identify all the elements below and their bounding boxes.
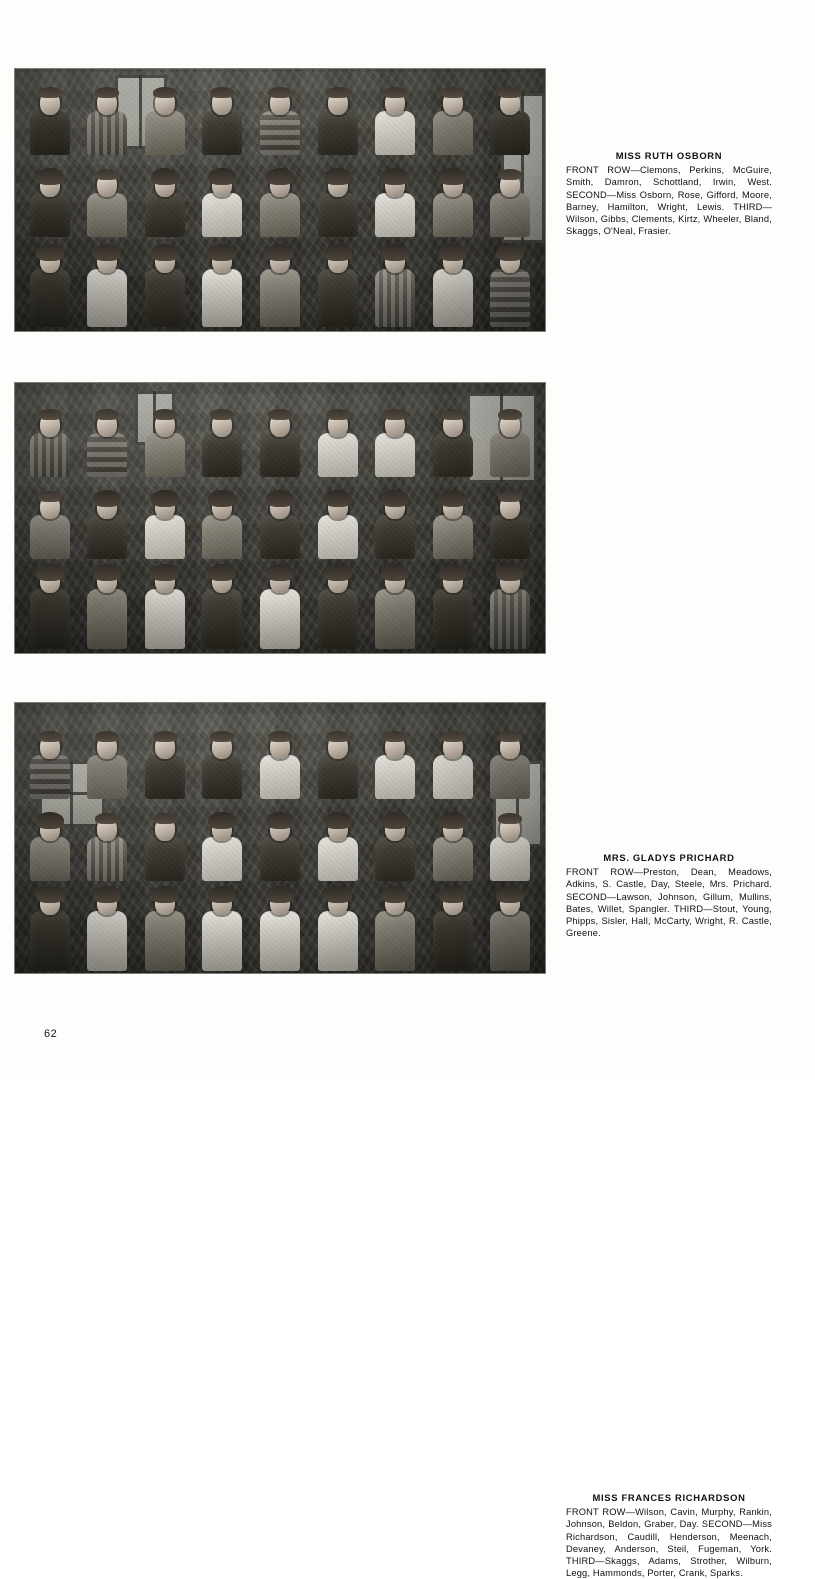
student-roster-osborn: FRONT ROW—Clemons, Perkins, McGuire, Smith, Damron, Schottland, Irwin, West. SECOND—Miss Osborn, Rose, Gifford, Moore, Barney, Hamilton, Wright, Lewis. THIRD—Wilson, Gibbs, Clements, Kirtz, Wheeler, Bland, Skaggs, O'Neal, Frasier. [566,165,772,237]
person [21,91,79,155]
person [424,891,482,971]
person [366,817,424,881]
person [309,413,367,477]
person [424,495,482,559]
caption-osborn [566,150,772,237]
class-group-osborn [14,68,800,332]
person [482,817,540,881]
photo-row-second [15,805,545,881]
person [79,817,137,881]
person [251,173,309,237]
person [366,495,424,559]
person [136,891,194,971]
person [424,249,482,327]
person [21,891,79,971]
person [194,249,252,327]
person [194,569,252,649]
caption-richardson [566,1492,772,1579]
person [194,173,252,237]
person [21,495,79,559]
person [482,413,540,477]
person [79,735,137,799]
page-number: 62 [44,1028,58,1040]
person [21,735,79,799]
person [251,91,309,155]
student-roster-prichard: FRONT ROW—Preston, Dean, Meadows, Adkins, S. Castle, Day, Steele, Mrs. Prichard. SECOND—Lawson, Johnson, Gillum, Mullins, Bates, Willet, Spangler. THIRD—Stout, Young, Phipps, Sisler, Hall, McCarty, Wright, R. Castle, Greene. [566,867,772,939]
person [194,495,252,559]
person [482,569,540,649]
person [251,413,309,477]
person [309,569,367,649]
person [309,891,367,971]
person [366,413,424,477]
teacher-name-prichard: MRS. GLADYS PRICHARD [603,852,735,863]
person [21,173,79,237]
photo-row-front [15,885,545,971]
person [79,173,137,237]
person [251,495,309,559]
person [136,413,194,477]
person [21,817,79,881]
person [366,891,424,971]
person [79,891,137,971]
person [424,413,482,477]
person [194,891,252,971]
person [366,569,424,649]
photo-row-third [15,727,545,799]
person [194,91,252,155]
person [136,173,194,237]
person [482,495,540,559]
person [251,735,309,799]
person [482,91,540,155]
photo-row-second [15,161,545,237]
person [366,735,424,799]
person [366,173,424,237]
photo-row-third [15,85,545,155]
class-group-prichard [14,382,800,939]
person [194,817,252,881]
person [136,495,194,559]
class-photo-richardson [14,702,546,974]
person [79,413,137,477]
person [136,735,194,799]
person [482,249,540,327]
person [424,91,482,155]
person [366,249,424,327]
person [251,569,309,649]
person [424,735,482,799]
photo-row-front [15,563,545,649]
person [21,569,79,649]
person [309,91,367,155]
student-roster-richardson: FRONT ROW—Wilson, Cavin, Murphy, Rankin, Johnson, Beldon, Graber, Day. SECOND—Miss Richardson, Caudill, Henderson, Meenach, Devaney, Anderson, Steil, Fugeman, York. THIRD—Skaggs, Adams, Strother, Wilburn, Legg, Hammonds, Porter, Crank, Sparks. [566,1507,772,1579]
person [366,91,424,155]
person [424,817,482,881]
person [136,249,194,327]
class-photo-osborn [14,68,546,332]
person [79,495,137,559]
photo-row-third [15,405,545,477]
person [136,569,194,649]
person [79,569,137,649]
teacher-name-osborn: MISS RUTH OSBORN [615,150,723,161]
photo-row-front [15,241,545,327]
person [21,413,79,477]
person [309,249,367,327]
person [79,249,137,327]
person [136,817,194,881]
person [309,173,367,237]
photo-row-second [15,483,545,559]
person [309,735,367,799]
person [482,173,540,237]
person [251,817,309,881]
person [194,735,252,799]
person [309,495,367,559]
person [194,413,252,477]
person [251,891,309,971]
person [136,91,194,155]
teacher-name-richardson: MISS FRANCES RICHARDSON [592,1492,746,1503]
person [21,249,79,327]
person [79,91,137,155]
person [251,249,309,327]
person [482,735,540,799]
person [424,173,482,237]
person [309,817,367,881]
person [482,891,540,971]
class-photo-prichard [14,382,546,654]
person [424,569,482,649]
